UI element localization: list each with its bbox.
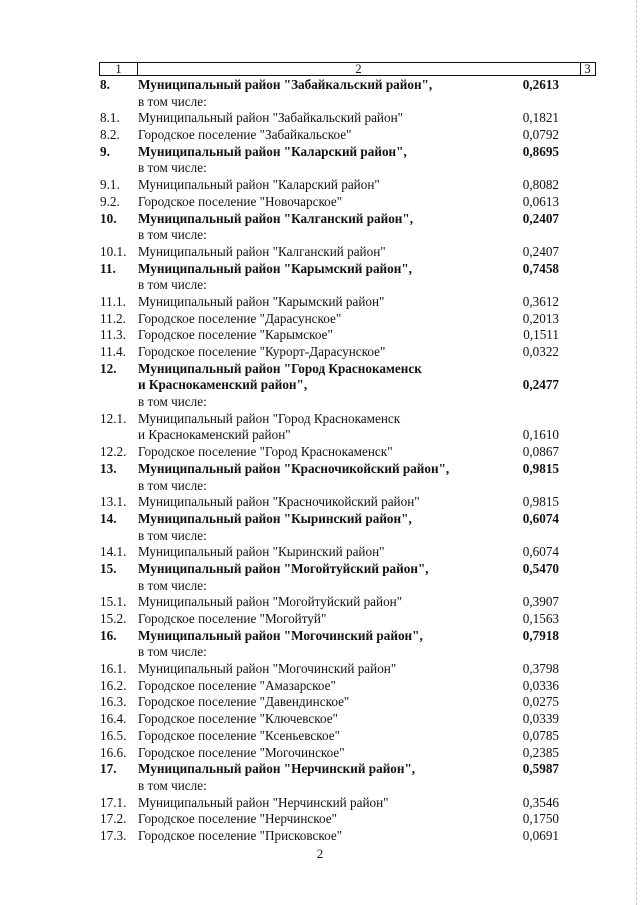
table-row-district (100, 77, 600, 94)
row-name (138, 211, 523, 228)
row-name (138, 261, 523, 278)
row-name (138, 394, 523, 411)
row-name (138, 494, 523, 511)
row-value: 0,3907 (522, 594, 559, 610)
row-number: 8.1. (100, 110, 120, 126)
row-name-line: в том числе: (138, 93, 207, 109)
row-name (138, 561, 523, 578)
row-name (138, 361, 523, 394)
row-value: 0,0322 (522, 344, 559, 359)
row-name-line: Муниципальный район "Карымский район" (138, 293, 385, 309)
row-name (138, 544, 523, 561)
row-value: 0,2407 (522, 210, 559, 226)
table-row (100, 327, 600, 344)
table-row (100, 494, 600, 511)
row-value: 0,1563 (522, 611, 559, 627)
row-number: 15. (100, 560, 117, 576)
table-row (100, 694, 600, 711)
row-name-line: Городское поселение "Ключевское" (138, 711, 338, 727)
row-name-line: в том числе: (138, 477, 207, 493)
row-value: 0,5987 (522, 761, 559, 777)
row-value: 0,8082 (522, 177, 559, 193)
table-row-including (100, 578, 600, 595)
row-name-line: Муниципальный район "Калганский район" (138, 243, 386, 259)
table-row-district (100, 511, 600, 528)
row-name (138, 745, 523, 762)
row-value: 0,0867 (522, 444, 559, 460)
row-name (138, 127, 523, 144)
row-number: 15.1. (100, 594, 127, 610)
row-value: 0,7918 (522, 627, 559, 643)
row-name-line: Муниципальный район "Забайкальский район", (138, 77, 433, 92)
row-name (138, 160, 523, 177)
row-value: 0,2407 (522, 243, 559, 259)
row-name (138, 478, 523, 495)
row-number: 14. (100, 510, 117, 526)
row-name (138, 628, 523, 645)
row-name (138, 694, 523, 711)
row-number: 16. (100, 627, 117, 643)
row-name (138, 661, 523, 678)
row-name-line: Муниципальный район "Красночикойский район", (138, 460, 450, 476)
row-value: 0,0275 (522, 694, 559, 710)
table-row (100, 795, 600, 812)
row-name-line: Муниципальный район "Каларский район", (138, 143, 407, 159)
row-name (138, 277, 523, 294)
row-name-line: в том числе: (138, 644, 207, 660)
row-number: 14.1. (100, 544, 127, 560)
row-number: 16.3. (100, 694, 127, 710)
row-value: 0,0336 (522, 677, 559, 693)
row-name-line: Городское поселение "Курорт-Дарасунское" (138, 344, 386, 359)
table-row-district (100, 628, 600, 645)
row-name-line: Городское поселение "Новочарское" (138, 193, 343, 209)
row-name-line: Городское поселение "Дарасунское" (138, 310, 342, 326)
row-number: 13. (100, 460, 117, 476)
row-name (138, 411, 523, 444)
row-value: 0,0792 (522, 127, 559, 143)
row-number: 12.1. (100, 410, 127, 426)
row-value: 0,0613 (522, 193, 559, 209)
row-name-line: Городское поселение "Могойтуй" (138, 611, 327, 627)
table-row (100, 544, 600, 561)
row-name-line: Городское поселение "Город Краснокаменск" (138, 444, 393, 460)
row-name (138, 194, 523, 211)
table-row (100, 127, 600, 144)
row-name-line: Городское поселение "Могочинское" (138, 744, 345, 760)
table-row-district (100, 461, 600, 478)
table-row (100, 594, 600, 611)
page-number: 2 (316, 846, 324, 861)
header-col-3: 3 (584, 62, 591, 76)
row-name (138, 644, 523, 661)
row-name-line: Городское поселение "Давендинское" (138, 694, 350, 710)
table-row-district (100, 361, 600, 394)
row-name (138, 778, 523, 795)
row-number: 9.1. (100, 177, 120, 193)
row-name-line: Городское поселение "Нерчинское" (138, 811, 337, 827)
header-col-2: 2 (137, 62, 581, 76)
table-row (100, 811, 600, 828)
table-row-district (100, 761, 600, 778)
row-name-line: Муниципальный район "Кыринский район" (138, 544, 385, 560)
row-number: 16.6. (100, 744, 127, 760)
row-number: 17.1. (100, 794, 127, 810)
row-name-line: Муниципальный район "Могочинский район", (138, 627, 423, 643)
table-row (100, 444, 600, 461)
table-row (100, 110, 600, 127)
row-name (138, 94, 523, 111)
row-name-line: Муниципальный район "Могойтуйский район" (138, 594, 403, 610)
row-number: 10.1. (100, 243, 127, 259)
row-value: 0,3546 (522, 794, 559, 810)
table-row (100, 294, 600, 311)
row-name-line: Муниципальный район "Калганский район", (138, 210, 414, 226)
row-name-line: Городское поселение "Ксеньевское" (138, 727, 340, 743)
row-value: 0,1821 (522, 110, 559, 126)
table-row (100, 411, 600, 444)
row-number: 11.1. (100, 293, 126, 309)
row-name (138, 578, 523, 595)
table-row-district (100, 261, 600, 278)
row-name-line-2: и Краснокаменский район", (138, 377, 308, 393)
row-value: 0,1511 (523, 327, 559, 343)
row-name-line: в том числе: (138, 527, 207, 543)
row-name-line: Городское поселение "Карымское" (138, 327, 333, 343)
row-name-line: Муниципальный район "Красночикойский район" (138, 494, 420, 510)
row-name-line: Муниципальный район "Город Краснокаменск (138, 360, 422, 376)
table-row-including (100, 227, 600, 244)
row-value: 0,9815 (522, 494, 559, 510)
row-value: 0,2013 (522, 310, 559, 326)
row-name (138, 511, 523, 528)
row-name-line: в том числе: (138, 777, 207, 793)
row-name-line: Городское поселение "Присковское" (138, 827, 343, 843)
row-number: 11.4. (100, 344, 126, 359)
row-value: 0,6074 (522, 544, 559, 560)
row-name-line: Муниципальный район "Каларский район" (138, 177, 380, 193)
table-row-district (100, 561, 600, 578)
row-value: 0,0691 (522, 827, 559, 843)
row-number: 16.2. (100, 677, 127, 693)
table-row-including (100, 644, 600, 661)
row-name-line: Муниципальный район "Нерчинский район", (138, 761, 416, 777)
row-number: 8.2. (100, 127, 120, 143)
row-number: 11.3. (100, 327, 126, 343)
row-name-line: в том числе: (138, 160, 207, 176)
header-col-1: 1 (100, 62, 138, 76)
table-row (100, 661, 600, 678)
row-value: 0,1610 (522, 427, 559, 443)
row-name (138, 761, 523, 778)
row-value: 0,5470 (522, 560, 559, 576)
row-name (138, 327, 523, 344)
row-name-line: Муниципальный район "Город Краснокаменск (138, 410, 401, 426)
table-row-district (100, 211, 600, 228)
row-name-line: Городское поселение "Амазарское" (138, 677, 336, 693)
table-row-including (100, 394, 600, 411)
row-name-line: Муниципальный район "Забайкальский район" (138, 110, 404, 126)
table-row-including (100, 160, 600, 177)
table-header-row (99, 62, 596, 76)
row-name (138, 461, 523, 478)
row-name-line: в том числе: (138, 394, 207, 410)
row-number: 12.2. (100, 444, 127, 460)
row-number: 9. (100, 143, 110, 159)
row-value: 0,2477 (522, 377, 559, 393)
row-value: 0,8695 (522, 143, 559, 159)
row-name-line: Муниципальный район "Могойтуйский район", (138, 560, 429, 576)
row-name (138, 795, 523, 812)
row-number: 16.1. (100, 661, 127, 677)
row-name-line: Муниципальный район "Кыринский район", (138, 510, 412, 526)
row-name-line: в том числе: (138, 227, 207, 243)
table-row (100, 711, 600, 728)
table-row (100, 344, 600, 361)
table-row (100, 828, 600, 845)
table-row (100, 611, 600, 628)
row-number: 17.3. (100, 827, 127, 843)
distribution-table (100, 77, 600, 845)
row-name (138, 144, 523, 161)
table-row (100, 244, 600, 261)
row-number: 17. (100, 761, 117, 777)
row-name (138, 294, 523, 311)
row-value: 0,9815 (522, 460, 559, 476)
row-name (138, 110, 523, 127)
row-name-line: Муниципальный район "Карымский район", (138, 260, 412, 276)
row-number: 10. (100, 210, 117, 226)
table-row (100, 177, 600, 194)
row-name (138, 77, 523, 94)
row-number: 12. (100, 360, 117, 376)
table-row-including (100, 528, 600, 545)
row-number: 17.2. (100, 811, 127, 827)
row-value: 0,3798 (522, 661, 559, 677)
row-value: 0,6074 (522, 510, 559, 526)
row-name (138, 311, 523, 328)
row-value: 0,2385 (522, 744, 559, 760)
row-number: 13.1. (100, 494, 127, 510)
table-row (100, 194, 600, 211)
row-name (138, 711, 523, 728)
row-name (138, 678, 523, 695)
table-row-district (100, 144, 600, 161)
row-name (138, 177, 523, 194)
row-name (138, 828, 523, 845)
table-row (100, 745, 600, 762)
row-number: 16.4. (100, 711, 127, 727)
row-value: 0,0785 (522, 727, 559, 743)
row-value: 0,2613 (522, 77, 559, 92)
row-name (138, 244, 523, 261)
row-number: 16.5. (100, 727, 127, 743)
row-value: 0,3612 (522, 293, 559, 309)
row-name-line: в том числе: (138, 577, 207, 593)
row-name-line: Городское поселение "Забайкальское" (138, 127, 352, 143)
row-name (138, 594, 523, 611)
table-row-including (100, 478, 600, 495)
row-number: 11. (100, 260, 116, 276)
table-row-including (100, 94, 600, 111)
table-row-including (100, 778, 600, 795)
row-name-line-2: и Краснокаменский район" (138, 427, 291, 443)
row-name-line: Муниципальный район "Могочинский район" (138, 661, 397, 677)
row-value: 0,1750 (522, 811, 559, 827)
scan-edge (635, 0, 637, 905)
row-name (138, 611, 523, 628)
row-name (138, 728, 523, 745)
table-row (100, 678, 600, 695)
row-number: 8. (100, 77, 110, 92)
row-number: 11.2. (100, 310, 126, 326)
row-name (138, 528, 523, 545)
table-row (100, 311, 600, 328)
row-number: 15.2. (100, 611, 127, 627)
row-value: 0,0339 (522, 711, 559, 727)
row-number: 9.2. (100, 193, 120, 209)
row-name (138, 344, 523, 361)
row-name (138, 227, 523, 244)
row-name (138, 444, 523, 461)
row-value: 0,7458 (522, 260, 559, 276)
row-name (138, 811, 523, 828)
table-row-including (100, 277, 600, 294)
row-name-line: Муниципальный район "Нерчинский район" (138, 794, 389, 810)
table-row (100, 728, 600, 745)
row-name-line: в том числе: (138, 277, 207, 293)
